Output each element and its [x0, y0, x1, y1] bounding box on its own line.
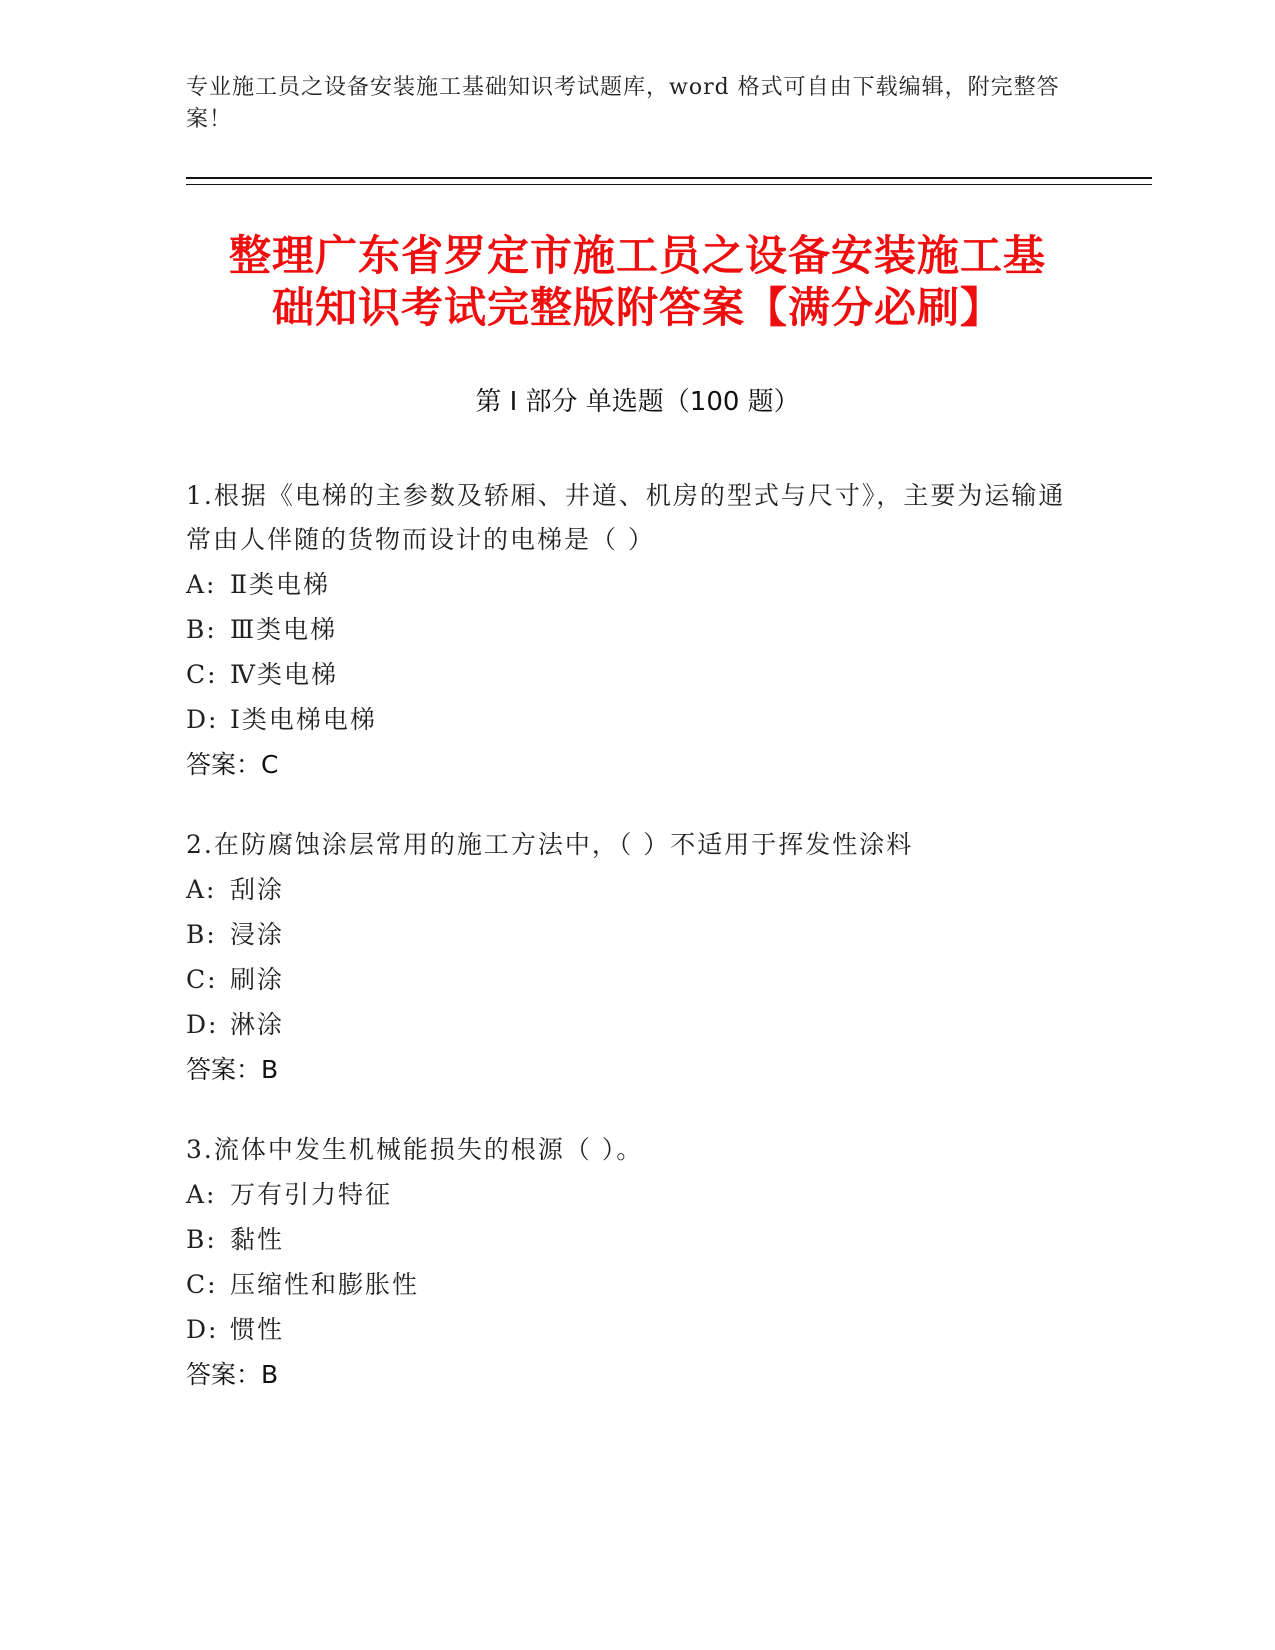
option-key: B: [186, 615, 217, 644]
option-text: Ⅲ类电梯 [230, 615, 338, 644]
option-key: A: [186, 570, 217, 599]
option-b [186, 607, 1066, 652]
question-stem: 2.在防腐蚀涂层常用的施工方法中，（ ）不适用于挥发性涂料 [186, 830, 914, 859]
option-text: 浸涂 [230, 920, 285, 949]
document-title [170, 230, 1105, 334]
document-title-line-2: 础知识考试完整版附答案【满分必刷】 [271, 283, 1003, 332]
option-d [186, 697, 1066, 742]
answer-line: 答案：B [186, 1055, 279, 1084]
option-text: 黏性 [230, 1225, 285, 1254]
option-text: 压缩性和膨胀性 [230, 1270, 420, 1299]
option-text: 万有引力特征 [230, 1180, 393, 1209]
option-c [186, 957, 1066, 1002]
header-rule-thin [186, 184, 1152, 185]
option-a [186, 867, 1066, 912]
option-key: D: [186, 1315, 219, 1344]
question-2 [186, 823, 1066, 1092]
header-note: 专业施工员之设备安装施工基础知识考试题库，word 格式可自由下载编辑，附完整答案！ [186, 75, 1060, 132]
option-text: Ⅳ类电梯 [230, 660, 338, 689]
option-d [186, 1002, 1066, 1047]
question-list [186, 474, 1066, 1433]
option-a [186, 562, 1066, 607]
option-key: C: [186, 1270, 218, 1299]
option-text: 惯性 [230, 1315, 285, 1344]
option-b [186, 912, 1066, 957]
option-key: B: [186, 920, 217, 949]
option-text: Ⅰ类电梯电梯 [230, 705, 377, 734]
option-key: D: [186, 1010, 219, 1039]
header-rule-thick [186, 177, 1152, 179]
option-a [186, 1172, 1066, 1217]
option-key: A: [186, 1180, 217, 1209]
answer-line: 答案：B [186, 1360, 279, 1389]
option-key: A: [186, 875, 217, 904]
question-stem: 1.根据《电梯的主参数及轿厢、井道、机房的型式与尺寸》，主要为运输通常由人伴随的货物而设计的电梯是（ ） [186, 481, 1066, 554]
option-key: C: [186, 660, 218, 689]
option-key: C: [186, 965, 218, 994]
option-text: 刮涂 [230, 875, 285, 904]
option-key: D: [186, 705, 219, 734]
document-title-line-1: 整理广东省罗定市施工员之设备安装施工基 [228, 231, 1046, 280]
option-text: 淋涂 [230, 1010, 285, 1039]
section-title: 第 I 部分 单选题（100 题） [475, 387, 800, 417]
question-1 [186, 474, 1066, 787]
question-3 [186, 1128, 1066, 1397]
option-c [186, 1262, 1066, 1307]
option-d [186, 1307, 1066, 1352]
option-c [186, 652, 1066, 697]
option-text: Ⅱ类电梯 [230, 570, 330, 599]
answer-line: 答案：C [186, 750, 279, 779]
option-text: 刷涂 [230, 965, 285, 994]
option-key: B: [186, 1225, 217, 1254]
option-b [186, 1217, 1066, 1262]
question-stem: 3.流体中发生机械能损失的根源（ ）。 [186, 1135, 644, 1164]
